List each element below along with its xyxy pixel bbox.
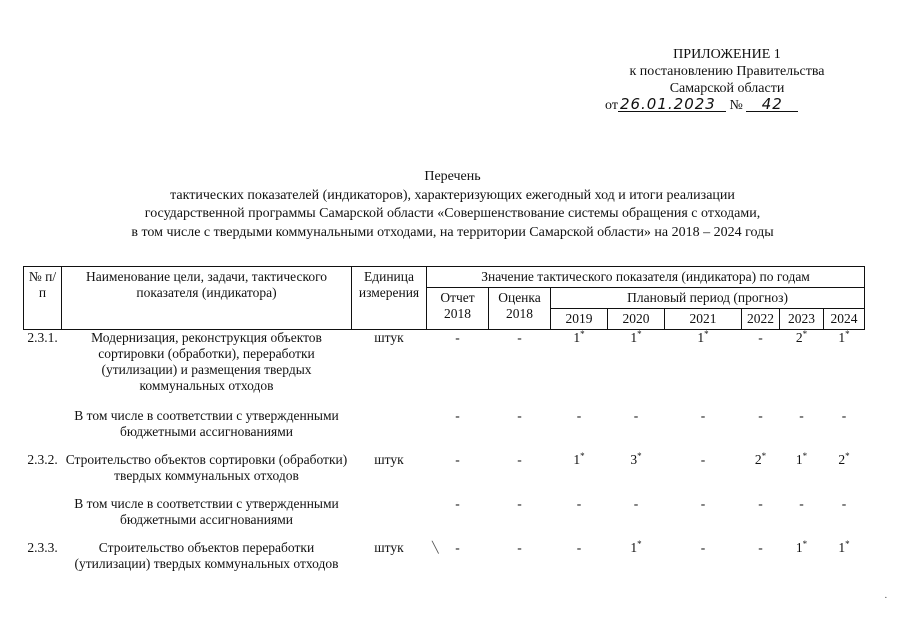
header-values: Значение тактического показателя (индикатора) по годам bbox=[427, 267, 865, 288]
table-row bbox=[24, 408, 865, 452]
indicator-value: 2* bbox=[795, 329, 808, 345]
indicator-value: 1* bbox=[795, 538, 808, 555]
unit-of-measure: штук bbox=[374, 451, 404, 467]
appendix-decree-line: к постановлению Правительства bbox=[629, 64, 825, 79]
table-body bbox=[24, 330, 865, 580]
appendix-date-line bbox=[597, 97, 857, 114]
indicator-value: - bbox=[576, 539, 582, 555]
handwritten-number: 42 bbox=[746, 97, 798, 112]
indicator-value: - bbox=[758, 495, 763, 511]
indicator-name: В том числе в соответствии с утвержденными бюджетными ассигнованиями bbox=[74, 407, 339, 439]
indicator-value: - bbox=[841, 495, 847, 511]
indicator-value: 2* bbox=[838, 450, 850, 467]
indicator-value: 2* bbox=[754, 450, 767, 467]
header-plan-period: Плановый период (прогноз) bbox=[551, 288, 865, 309]
indicator-value: - bbox=[700, 407, 706, 423]
indicator-value: - bbox=[799, 495, 804, 511]
indicator-value: - bbox=[517, 407, 522, 423]
header-year: 2019 bbox=[551, 309, 608, 330]
indicator-value: - bbox=[517, 330, 522, 345]
indicator-value: - bbox=[758, 407, 763, 423]
appendix-title: ПРИЛОЖЕНИЕ 1 bbox=[673, 47, 781, 62]
scan-artifact: · bbox=[884, 592, 888, 604]
title-line-3: государственной программы Самарской области «Совершенствование системы обращения с отходами, bbox=[144, 206, 761, 221]
indicator-value: - bbox=[517, 451, 522, 467]
row-number bbox=[24, 408, 62, 452]
indicator-value: 3* bbox=[630, 450, 642, 467]
indicator-name: Строительство объектов переработки (утилизации) твердых коммунальных отходов bbox=[74, 539, 339, 571]
indicator-value: 1* bbox=[697, 329, 709, 345]
unit-of-measure bbox=[352, 496, 427, 540]
unit-of-measure: штук bbox=[374, 330, 404, 345]
indicator-value: - bbox=[841, 407, 847, 423]
row-number: 2.3.2. bbox=[27, 451, 58, 467]
indicator-name: В том числе в соответствии с утвержденными бюджетными ассигнованиями bbox=[74, 495, 339, 527]
appendix-block bbox=[597, 46, 857, 114]
indicator-value: 1* bbox=[795, 450, 808, 467]
indicator-value: - bbox=[758, 539, 763, 555]
title-line-1: Перечень bbox=[424, 169, 481, 184]
indicator-value: - bbox=[576, 495, 582, 511]
indicator-value: - bbox=[576, 407, 582, 423]
indicator-value: - bbox=[633, 407, 639, 423]
row-number: 2.3.1. bbox=[27, 330, 58, 345]
indicator-name: Строительство объектов сортировки (обработки) твердых коммунальных отходов bbox=[65, 451, 348, 483]
scan-artifact: ╲ bbox=[432, 542, 439, 554]
unit-of-measure bbox=[352, 408, 427, 452]
table-row bbox=[24, 540, 865, 580]
row-number bbox=[24, 496, 62, 540]
indicator-name: Модернизация, реконструкция объектов сортировки (обработки), переработки (утилизации) и размещения твердых коммунальных отходов bbox=[91, 330, 322, 393]
date-prefix: от bbox=[605, 98, 618, 113]
indicators-table bbox=[23, 266, 865, 580]
indicator-value: 1* bbox=[838, 538, 850, 555]
header-no: № п/п bbox=[24, 267, 62, 330]
header-year: 2020 bbox=[608, 309, 665, 330]
indicator-value: - bbox=[455, 451, 460, 467]
indicator-value: - bbox=[700, 451, 706, 467]
number-sign: № bbox=[729, 98, 743, 113]
indicator-value: - bbox=[799, 407, 804, 423]
header-year: 2023 bbox=[780, 309, 824, 330]
indicator-value: 1* bbox=[838, 329, 850, 345]
header-year: 2021 bbox=[665, 309, 742, 330]
title-line-2: тактических показателей (индикаторов), характеризующих ежегодный ход и итоги реализации bbox=[170, 187, 735, 203]
indicator-value: - bbox=[700, 539, 706, 555]
indicator-value: 1* bbox=[573, 450, 585, 467]
header-year: 2024 bbox=[824, 309, 865, 330]
header-unit: Единица измерения bbox=[352, 267, 427, 330]
table-header bbox=[24, 267, 865, 330]
document-title bbox=[0, 168, 905, 242]
indicator-value: 1* bbox=[630, 538, 642, 555]
indicator-value: - bbox=[517, 495, 522, 511]
indicator-value: - bbox=[455, 495, 460, 511]
header-name: Наименование цели, задачи, тактического показателя (индикатора) bbox=[62, 267, 352, 330]
indicator-value: - bbox=[455, 407, 460, 423]
table-row bbox=[24, 496, 865, 540]
header-year: 2022 bbox=[742, 309, 780, 330]
row-number: 2.3.3. bbox=[27, 539, 58, 555]
indicator-value: 1* bbox=[573, 329, 585, 345]
header-report-2018: Отчет 2018 bbox=[427, 288, 489, 330]
appendix-region-line: Самарской области bbox=[669, 81, 785, 96]
indicator-value: 1* bbox=[630, 329, 642, 345]
table-row bbox=[24, 330, 865, 408]
unit-of-measure: штук bbox=[374, 539, 404, 555]
indicator-value: - bbox=[700, 495, 706, 511]
indicator-value: - bbox=[455, 539, 460, 555]
indicator-value: - bbox=[517, 539, 522, 555]
indicator-value: - bbox=[758, 330, 763, 345]
title-line-4: в том числе с твердыми коммунальными отходами, на территории Самарской области» на 2018 – 2024 годы bbox=[131, 224, 774, 240]
indicator-value: - bbox=[455, 330, 460, 345]
indicator-value: - bbox=[633, 495, 639, 511]
table-row bbox=[24, 452, 865, 496]
header-estimate-2018: Оценка 2018 bbox=[489, 288, 551, 330]
handwritten-date: 26.01.2023 bbox=[618, 97, 726, 112]
